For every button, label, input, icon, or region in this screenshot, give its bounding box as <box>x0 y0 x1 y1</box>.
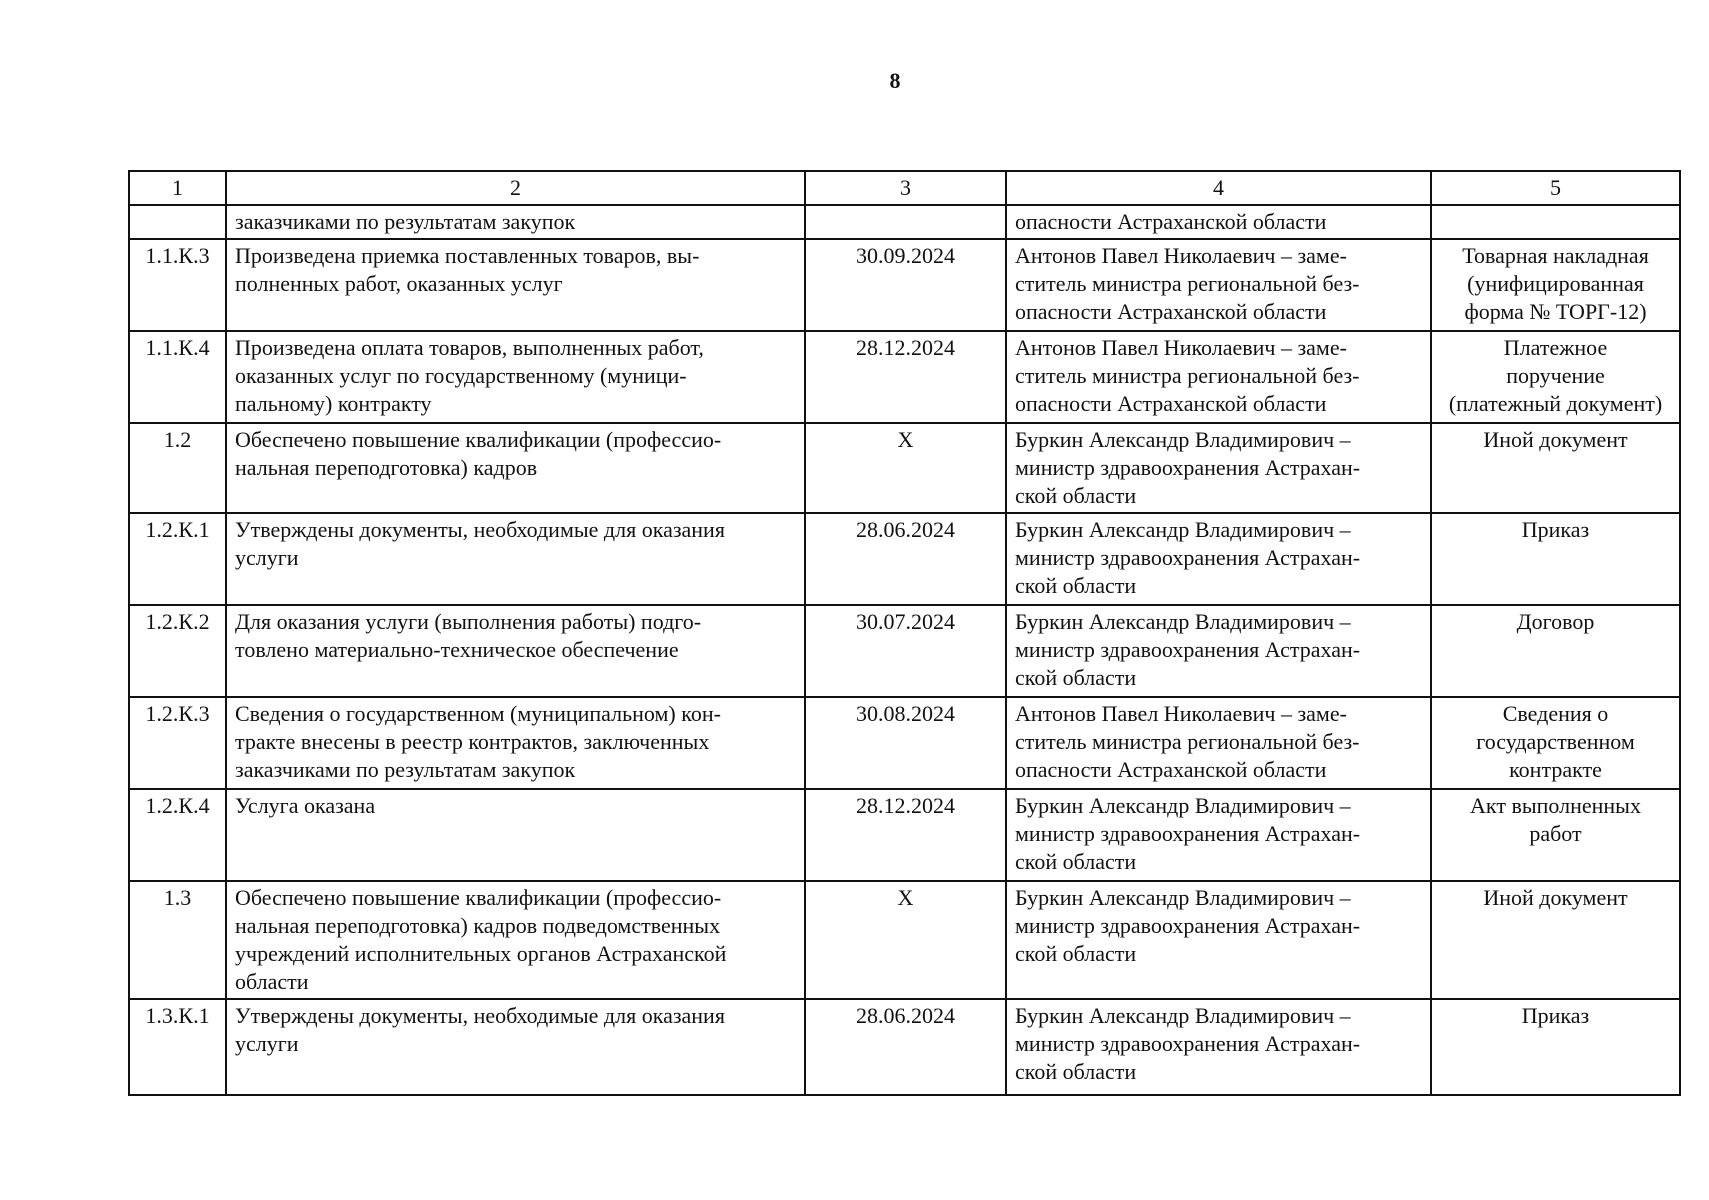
document-type-line: (платежный документ) <box>1448 391 1663 416</box>
item-number-cell: 1.2.К.4 <box>129 789 226 881</box>
item-number-cell: 1.2.К.3 <box>129 697 226 789</box>
responsible-person-line: опасности Астраханской области <box>1015 299 1327 324</box>
table-row <box>129 331 1680 423</box>
item-number-cell: 1.1.К.4 <box>129 331 226 423</box>
document-type-line: контракте <box>1509 757 1602 782</box>
item-title-line: тракте внесены в реестр контрактов, заключенных <box>235 729 710 754</box>
document-type-line: поручение <box>1506 363 1605 388</box>
table-row <box>129 697 1680 789</box>
item-date-cell: X <box>805 881 1006 999</box>
item-title-cell <box>226 789 805 881</box>
table-row <box>129 605 1680 697</box>
item-date-cell: 28.06.2024 <box>805 999 1006 1095</box>
item-title-line: Утверждены документы, необходимые для оказания <box>235 1003 725 1028</box>
document-type-cell <box>1431 205 1680 239</box>
item-title-line: полненных работ, оказанных услуг <box>235 271 563 296</box>
responsible-person-line: Антонов Павел Николаевич – заме- <box>1015 701 1347 726</box>
table-row <box>129 205 1680 239</box>
responsible-person-cell <box>1006 999 1431 1095</box>
item-number-cell <box>129 205 226 239</box>
item-title-line: товлено материально-техническое обеспечение <box>235 637 679 662</box>
responsible-person-line: Буркин Александр Владимирович – <box>1015 609 1351 634</box>
item-title-line: услуги <box>235 1031 299 1056</box>
responsible-person-cell <box>1006 513 1431 605</box>
document-type-line: Сведения о <box>1502 701 1609 726</box>
document-type-line: Приказ <box>1521 1003 1590 1028</box>
item-number-cell: 1.3 <box>129 881 226 999</box>
item-title-line: заказчиками по результатам закупок <box>235 757 576 782</box>
document-type-cell <box>1431 605 1680 697</box>
item-date-cell <box>805 205 1006 239</box>
responsible-person-line: ской области <box>1015 573 1137 598</box>
responsible-person-line: ской области <box>1015 483 1137 508</box>
item-title-cell <box>226 999 805 1095</box>
item-title-cell <box>226 239 805 331</box>
item-date-cell: 28.12.2024 <box>805 331 1006 423</box>
item-title-cell <box>226 881 805 999</box>
item-date-cell: 28.06.2024 <box>805 513 1006 605</box>
document-type-line: Иной документ <box>1483 427 1628 452</box>
item-title-line: заказчиками по результатам закупок <box>235 209 576 234</box>
document-type-cell <box>1431 697 1680 789</box>
responsible-person-cell <box>1006 697 1431 789</box>
responsible-person-line: ститель министра региональной без- <box>1015 363 1360 388</box>
item-title-line: Обеспечено повышение квалификации (профессио- <box>235 885 722 910</box>
responsible-person-line: ской области <box>1015 849 1137 874</box>
document-type-line: Иной документ <box>1483 885 1628 910</box>
column-header-3: 3 <box>805 171 1006 205</box>
responsible-person-line: Буркин Александр Владимирович – <box>1015 885 1351 910</box>
document-type-line: государственном <box>1476 729 1635 754</box>
table-body <box>129 205 1680 1095</box>
responsible-person-line: ской области <box>1015 941 1137 966</box>
responsible-person-line: министр здравоохранения Астрахан- <box>1015 821 1361 846</box>
table-row <box>129 881 1680 999</box>
document-type-line: (унифицированная <box>1467 271 1644 296</box>
item-title-cell <box>226 697 805 789</box>
responsible-person-cell <box>1006 423 1431 513</box>
responsible-person-cell <box>1006 789 1431 881</box>
responsible-person-line: опасности Астраханской области <box>1015 209 1327 234</box>
item-title-line: области <box>235 969 309 994</box>
item-date-cell: 30.09.2024 <box>805 239 1006 331</box>
item-date-cell: X <box>805 423 1006 513</box>
document-type-line: Приказ <box>1521 517 1590 542</box>
column-header-4: 4 <box>1006 171 1431 205</box>
document-type-line: Договор <box>1516 609 1595 634</box>
item-title-line: Утверждены документы, необходимые для оказания <box>235 517 725 542</box>
responsible-person-line: Антонов Павел Николаевич – заме- <box>1015 335 1347 360</box>
item-date-cell: 30.08.2024 <box>805 697 1006 789</box>
item-title-line: оказанных услуг по государственному (муници- <box>235 363 687 388</box>
document-type-line: Акт выполненных <box>1470 793 1641 818</box>
document-type-cell <box>1431 881 1680 999</box>
item-number-cell: 1.3.К.1 <box>129 999 226 1095</box>
item-number-cell: 1.2 <box>129 423 226 513</box>
responsible-person-line: министр здравоохранения Астрахан- <box>1015 545 1361 570</box>
responsible-person-cell <box>1006 605 1431 697</box>
responsible-person-line: ститель министра региональной без- <box>1015 729 1360 754</box>
document-type-cell <box>1431 513 1680 605</box>
column-header-5: 5 <box>1431 171 1680 205</box>
item-title-line: пальному) контракту <box>235 391 432 416</box>
responsible-person-cell <box>1006 881 1431 999</box>
item-title-line: услуги <box>235 545 299 570</box>
responsible-person-cell <box>1006 239 1431 331</box>
document-type-line: работ <box>1529 821 1582 846</box>
table-row <box>129 239 1680 331</box>
table-header-row <box>129 171 1680 205</box>
responsible-person-cell <box>1006 331 1431 423</box>
table-row <box>129 999 1680 1095</box>
item-title-line: Сведения о государственном (муниципальном) кон- <box>235 701 721 726</box>
document-type-line: форма № ТОРГ-12) <box>1464 299 1647 324</box>
item-title-line: Произведена оплата товаров, выполненных работ, <box>235 335 704 360</box>
responsible-person-line: министр здравоохранения Астрахан- <box>1015 637 1361 662</box>
document-type-cell <box>1431 789 1680 881</box>
document-type-cell <box>1431 331 1680 423</box>
responsible-person-line: министр здравоохранения Астрахан- <box>1015 913 1361 938</box>
item-number-cell: 1.1.К.3 <box>129 239 226 331</box>
item-title-line: Для оказания услуги (выполнения работы) подго- <box>235 609 702 634</box>
item-title-cell <box>226 205 805 239</box>
item-title-line: нальная переподготовка) кадров подведомственных <box>235 913 721 938</box>
item-title-cell <box>226 331 805 423</box>
responsible-person-line: министр здравоохранения Астрахан- <box>1015 455 1361 480</box>
item-title-cell <box>226 423 805 513</box>
column-header-2: 2 <box>226 171 805 205</box>
item-title-cell <box>226 513 805 605</box>
item-date-cell: 28.12.2024 <box>805 789 1006 881</box>
item-number-cell: 1.2.К.1 <box>129 513 226 605</box>
document-type-line: Платежное <box>1503 335 1608 360</box>
item-date-cell: 30.07.2024 <box>805 605 1006 697</box>
document-type-cell <box>1431 423 1680 513</box>
responsible-person-line: Буркин Александр Владимирович – <box>1015 427 1351 452</box>
responsible-person-line: ской области <box>1015 1059 1137 1084</box>
item-title-cell <box>226 605 805 697</box>
responsible-person-cell <box>1006 205 1431 239</box>
responsible-person-line: министр здравоохранения Астрахан- <box>1015 1031 1361 1056</box>
item-number-cell: 1.2.К.2 <box>129 605 226 697</box>
responsible-person-line: ститель министра региональной без- <box>1015 271 1360 296</box>
page-number: 8 <box>889 68 901 93</box>
responsible-person-line: Буркин Александр Владимирович – <box>1015 1003 1351 1028</box>
item-title-line: учреждений исполнительных органов Астраханской <box>235 941 727 966</box>
responsible-person-line: ской области <box>1015 665 1137 690</box>
control-points-table <box>128 170 1681 1096</box>
document-type-cell <box>1431 999 1680 1095</box>
responsible-person-line: опасности Астраханской области <box>1015 391 1327 416</box>
table-row <box>129 789 1680 881</box>
item-title-line: Обеспечено повышение квалификации (профессио- <box>235 427 722 452</box>
item-title-line: Услуга оказана <box>235 793 376 818</box>
item-title-line: нальная переподготовка) кадров <box>235 455 538 480</box>
table-row <box>129 423 1680 513</box>
responsible-person-line: Буркин Александр Владимирович – <box>1015 517 1351 542</box>
table-row <box>129 513 1680 605</box>
responsible-person-line: опасности Астраханской области <box>1015 757 1327 782</box>
responsible-person-line: Антонов Павел Николаевич – заме- <box>1015 243 1347 268</box>
item-title-line: Произведена приемка поставленных товаров, вы- <box>235 243 700 268</box>
column-header-1: 1 <box>129 171 226 205</box>
responsible-person-line: Буркин Александр Владимирович – <box>1015 793 1351 818</box>
document-type-line: Товарная накладная <box>1462 243 1649 268</box>
document-type-cell <box>1431 239 1680 331</box>
